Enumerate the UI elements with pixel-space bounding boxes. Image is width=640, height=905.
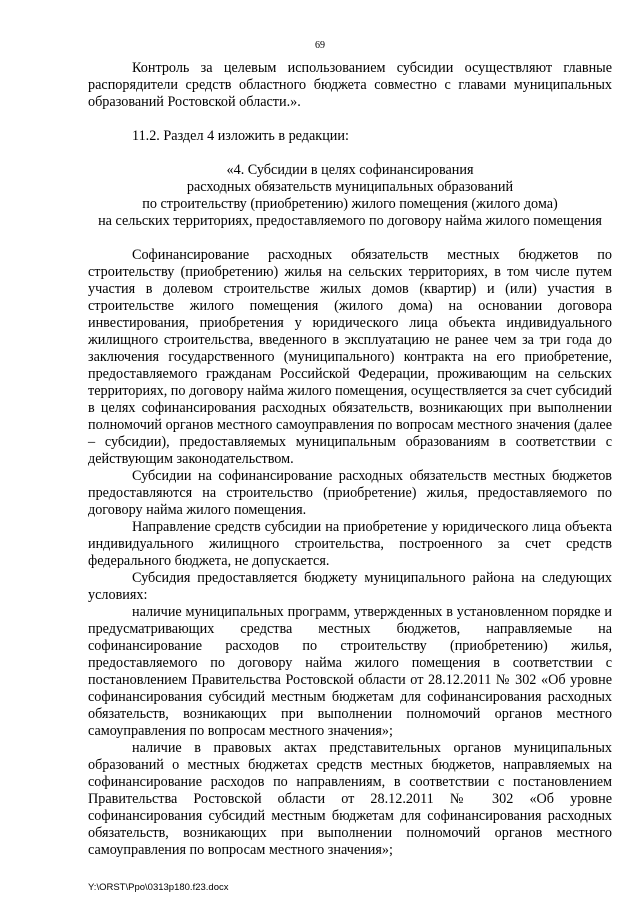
file-path-footer: Y:\ORST\Ppo\0313p180.f23.docx [88,882,229,893]
paragraph-control: Контроль за целевым использованием субсидии осуществляют главные распорядители средств областного бюджета совместно с главами муниципальных образований Ростовской области.». [88,60,612,110]
heading-line: «4. Субсидии в целях софинансирования [226,162,474,178]
paragraph-cofinancing: Софинансирование расходных обязательств местных бюджетов по строительству (приобретению) жилья на сельских территориях, в том числе путем участия в долевом строительстве жилых домов (квартир) и (или) участия в строительстве жилого помещения (жилого дома) на основании договора инвестирования, приобретения у юридического лица объекта индивидуального жилищного строительства, введенного в эксплуатацию не ранее чем за три года до заключения государственного (муниципального) контракта на его приобретение, предоставляемого гражданам Российской Федерации, проживающим на сельских территориях, по договору найма жилого помещения, осуществляется за счет субсидий в целях софинансирования расходных обязательств, возникающих при выполнении полномочий органов местного самоуправления по вопросам местного значения (далее – субсидии), предоставляемых муниципальным образованиям в соответствии с действующим законодательством. [88,247,612,467]
paragraph-section-amendment: 11.2. Раздел 4 изложить в редакции: [132,128,349,144]
heading-line: на сельских территориях, предоставляемого по договору найма жилого помещения [98,213,602,229]
paragraph-conditions: Субсидия предоставляется бюджету муниципального района на следующих условиях: [88,570,612,603]
paragraph-subsidies-provided: Субсидии на софинансирование расходных обязательств местных бюджетов предоставляются на строительство (приобретение) жилья, предоставляемого по договору найма жилого помещения. [88,468,612,518]
page-number: 69 [315,40,325,51]
paragraph-condition-programs: наличие муниципальных программ, утвержденных в установленном порядке и предусматривающих средства местных бюджетов, направляемые на софинансирование расходов по строительству (приобретению) жилья, предоставляемого по договору найма жилого помещения в соответствии с постановлением Правительства Ростовской области от 28.12.2011 № 302 «Об уровне софинансирования субсидий местным бюджетам для софинансирования расходных обязательств, возникающих при выполнении полномочий органов местного самоуправления по вопросам местного значения»; [88,604,612,739]
document-body [88,60,612,859]
paragraph-condition-legal-acts: наличие в правовых актах представительных органов муниципальных образований о местных бюджетах средств местных бюджетов, направляемых на софинансирование расходов по направлениям, в соответствии с постановлением Правительства Ростовской области от 28.12.2011 № 302 «Об уровне софинансирования субсидий местным бюджетам для софинансирования расходных обязательств, возникающих при выполнении полномочий органов местного самоуправления по вопросам местного значения»; [88,740,612,858]
heading-line: по строительству (приобретению) жилого помещения (жилого дома) [142,196,558,212]
heading-line: расходных обязательств муниципальных образований [186,179,514,195]
paragraph-direction-of-funds: Направление средств субсидии на приобретение у юридического лица объекта индивидуального жилищного строительства, построенного за счет средств федерального бюджета, не допускается. [88,519,612,569]
section-heading [88,162,612,230]
